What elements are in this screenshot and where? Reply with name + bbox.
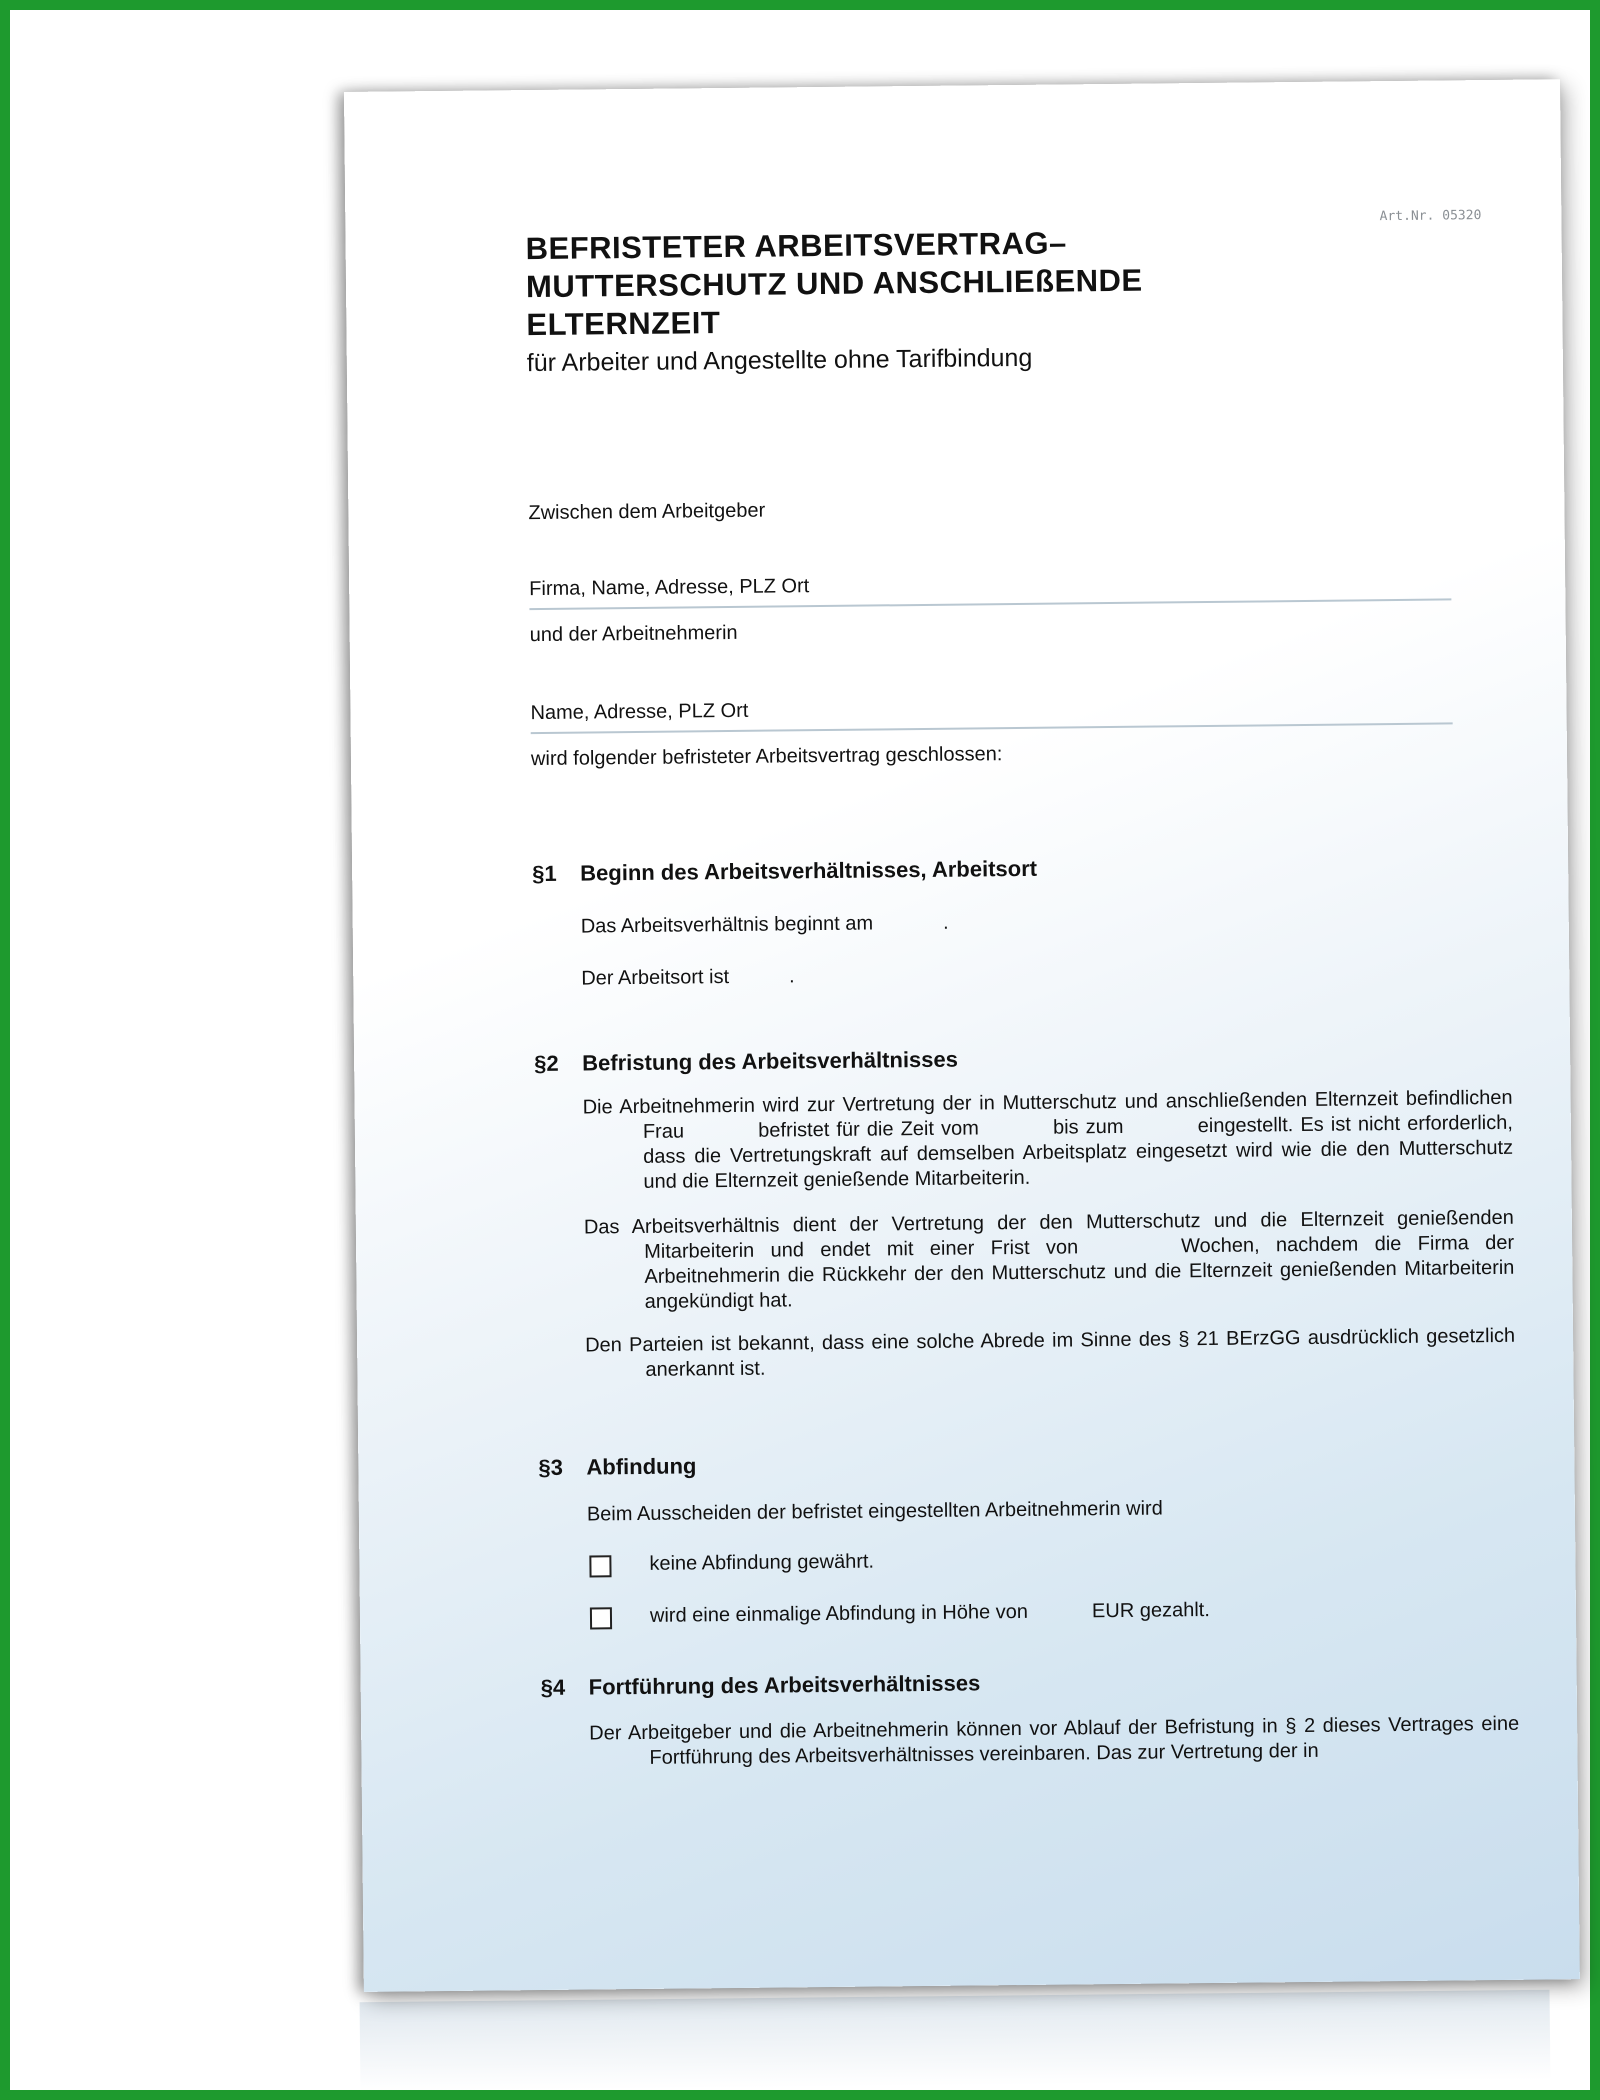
severance-checkbox[interactable] <box>590 1607 612 1629</box>
s2p1-b: befristet für die Zeit vom <box>758 1117 979 1142</box>
section-2-paragraph-2 <box>584 1206 1515 1316</box>
section-2-number: §2 <box>534 1050 559 1077</box>
start-date-blank <box>873 929 943 930</box>
contract-page <box>344 79 1580 1992</box>
substitute-name-blank <box>691 1137 751 1138</box>
weeks-blank <box>1095 1252 1165 1253</box>
document-subtitle: für Arbeiter und Angestellte ohne Tarifbindung <box>526 343 1033 378</box>
document-title <box>525 222 1326 344</box>
section-1-heading <box>532 855 1037 888</box>
start-text: Das Arbeitsverhältnis beginnt am <box>580 912 874 938</box>
s2p1-c: bis zum <box>1052 1115 1124 1139</box>
article-number: Art.Nr. 05320 <box>1379 208 1482 225</box>
place-period: . <box>788 965 795 988</box>
employee-field-label: Name, Adresse, PLZ Ort <box>530 699 749 725</box>
severance-label <box>650 1597 1210 1629</box>
employer-field-label: Firma, Name, Adresse, PLZ Ort <box>529 575 810 601</box>
title-line-3: ELTERNZEIT <box>526 305 721 343</box>
severance-text: wird eine einmalige Abfindung in Höhe von <box>649 1600 1029 1627</box>
section-4-paragraph-1: Der Arbeitgeber und die Arbeitnehmerin können vor Ablauf der Befristung in § 2 dieses Vertrages eine Fortführung des Arbeitsverhältnisses vereinbaren. Das zur Vertretung der in <box>589 1712 1520 1769</box>
section-1-title: Beginn des Arbeitsverhältnisses, Arbeitsort <box>580 855 1038 886</box>
place-blank <box>729 982 789 983</box>
section-2-paragraph-3: Den Parteien ist bekannt, dass eine solche Abrede im Sinne des § 21 BErzGG ausdrücklich gesetzlich anerkannt ist. <box>585 1324 1516 1381</box>
parties-closing: wird folgender befristeter Arbeitsvertrag geschlossen: <box>530 743 1003 771</box>
to-date-blank <box>1131 1132 1191 1133</box>
amount-blank <box>1028 1617 1092 1618</box>
section-3-heading <box>538 1452 696 1482</box>
from-date-blank <box>986 1134 1046 1135</box>
section-2-title: Befristung des Arbeitsverhältnisses <box>582 1046 959 1076</box>
title-line-2: MUTTERSCHUTZ UND ANSCHLIEßENDE <box>525 262 1143 305</box>
page-reflection <box>360 1990 1551 2092</box>
section-2-heading <box>534 1046 958 1078</box>
section-4-title: Fortführung des Arbeitsverhältnisses <box>588 1670 981 1700</box>
parties-and: und der Arbeitnehmerin <box>529 621 738 647</box>
section-3-title: Abfindung <box>586 1453 697 1480</box>
s2p2-a: Das Arbeitsverhältnis dient der Vertretung der den Mutterschutz und die Elternzeit genießenden Mitarbeiterin und endet mit einer Frist von <box>583 1206 1514 1263</box>
s2p1-a: Die Arbeitnehmerin wird zur Vertretung der in Mutterschutz und anschließenden Elternzeit befindlichen Frau <box>582 1086 1513 1143</box>
s2p2-b: Wochen, nachdem die Firma der Arbeitnehmerin die Rückkehr der den Mutterschutz und die Elternzeit genießenden Mitarbeiterin angekündigt hat. <box>644 1231 1515 1313</box>
section-1-start <box>581 910 949 940</box>
section-4-heading <box>541 1669 981 1702</box>
section-3-number: §3 <box>538 1454 564 1481</box>
no-severance-checkbox[interactable] <box>589 1555 611 1577</box>
start-period: . <box>942 911 949 934</box>
severance-currency: EUR gezahlt. <box>1091 1599 1210 1623</box>
section-1-number: §1 <box>532 860 557 887</box>
s2p1-d: eingestellt. Es ist nicht erforderlich, dass die Vertretungskraft auf demselben Arbeitsplatz eingesetzt wird wie die den Mutterschutz und die Elternzeit genießende Mitarbeiterin. <box>643 1111 1514 1193</box>
no-severance-label: keine Abfindung gewährt. <box>649 1550 875 1575</box>
title-line-1: BEFRISTETER ARBEITSVERTRAG– <box>525 225 1067 267</box>
place-text: Der Arbeitsort ist <box>581 966 730 990</box>
section-2-paragraph-1 <box>583 1086 1514 1196</box>
section-3-intro: Beim Ausscheiden der befristet eingestellten Arbeitnehmerin wird <box>586 1497 1163 1526</box>
section-4-number: §4 <box>540 1674 566 1701</box>
parties-intro: Zwischen dem Arbeitgeber <box>528 499 766 525</box>
section-1-place <box>581 963 795 991</box>
